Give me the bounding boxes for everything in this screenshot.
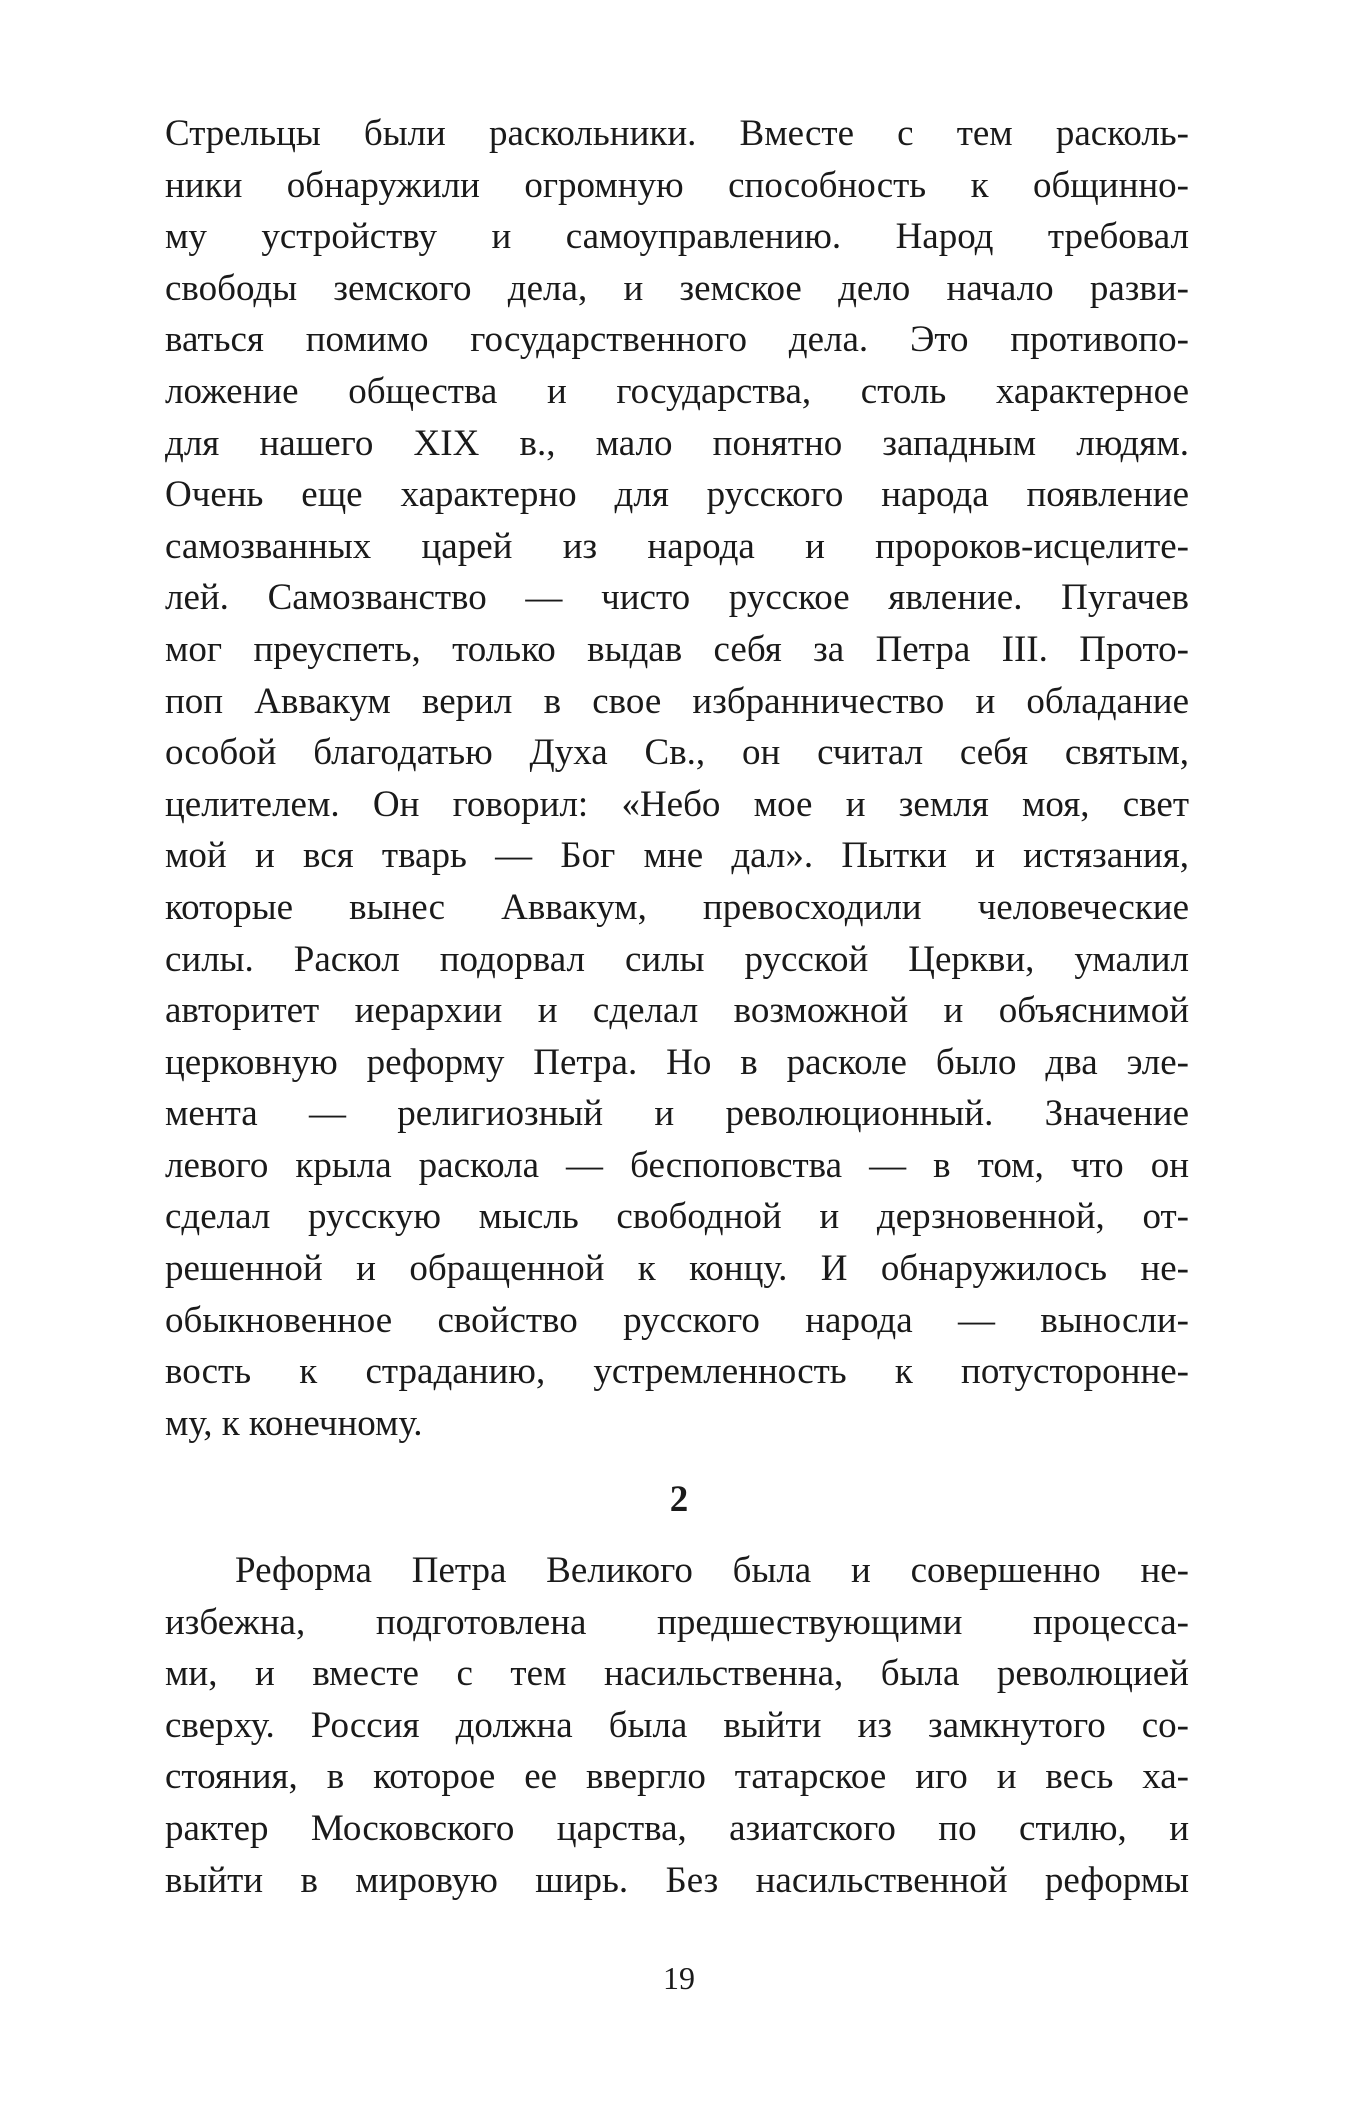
text-line: лей. Самозванство — чисто русское явление. Пугачев — [165, 577, 1189, 619]
paragraph-1 — [165, 108, 1189, 1449]
section-number: 2 — [669, 1479, 689, 1520]
text-line: Реформа Петра Великого была и совершенно не- — [235, 1550, 1189, 1591]
text-line: мента — религиозный и революционный. Значение — [165, 1093, 1189, 1135]
text-line: для нашего XIX в., мало понятно западным людям. — [165, 422, 1189, 464]
text-line: вость к страданию, устремленность к потусторонне- — [165, 1351, 1189, 1393]
text-line: Очень еще характерно для русского народа появление — [165, 474, 1189, 516]
text-line: ники обнаружили огромную способность к общинно- — [165, 164, 1189, 206]
text-line: выйти в мировую ширь. Без насильственной реформы — [165, 1859, 1189, 1901]
text-line: свободы земского дела, и земское дело начало разви- — [165, 267, 1189, 309]
text-line: особой благодатью Духа Св., он считал себя святым, — [165, 732, 1189, 774]
text-line: решенной и обращенной к концу. И обнаружилось не- — [165, 1248, 1189, 1290]
text-line: авторитет иерархии и сделал возможной и объяснимой — [165, 990, 1189, 1032]
text-line: ваться помимо государственного дела. Это противопо- — [165, 319, 1189, 361]
text-line: стояния, в которое ее ввергло татарское иго и весь ха- — [165, 1756, 1189, 1798]
text-line: поп Аввакум верил в свое избранничество и обладание — [165, 680, 1189, 722]
text-line: левого крыла раскола — беспоповства — в том, что он — [165, 1144, 1189, 1186]
text-line: сверху. Россия должна была выйти из замкнутого со- — [165, 1704, 1189, 1746]
text-line: мог преуспеть, только выдав себя за Петра III. Прото- — [165, 628, 1189, 670]
text-line: мой и вся тварь — Бог мне дал». Пытки и истязания, — [165, 835, 1189, 877]
page-number: 19 — [663, 1960, 695, 1996]
text-line: обыкновенное свойство русского народа — выносли- — [165, 1299, 1189, 1341]
text-line: самозванных царей из народа и пророков-исцелите- — [165, 525, 1189, 567]
text-line: му, к конечному. — [165, 1402, 423, 1444]
text-line: избежна, подготовлена предшествующими процесса- — [165, 1601, 1189, 1643]
text-line: ложение общества и государства, столь характерное — [165, 370, 1189, 412]
text-line: сделал русскую мысль свободной и дерзновенной, от- — [165, 1196, 1189, 1238]
paragraph-2 — [165, 1545, 1189, 1906]
text-line: Стрельцы были раскольники. Вместе с тем расколь- — [165, 113, 1189, 154]
text-line: целителем. Он говорил: «Небо мое и земля моя, свет — [165, 783, 1189, 825]
text-line: рактер Московского царства, азиатского по стилю, и — [165, 1807, 1189, 1849]
text-line: силы. Раскол подорвал силы русской Церкви, умалил — [165, 938, 1189, 980]
text-line: ми, и вместе с тем насильственна, была революцией — [165, 1653, 1189, 1695]
text-line: церковную реформу Петра. Но в расколе было два эле- — [165, 1041, 1189, 1083]
text-line: которые вынес Аввакум, превосходили человеческие — [165, 886, 1189, 928]
text-line: му устройству и самоуправлению. Народ требовал — [165, 216, 1189, 258]
